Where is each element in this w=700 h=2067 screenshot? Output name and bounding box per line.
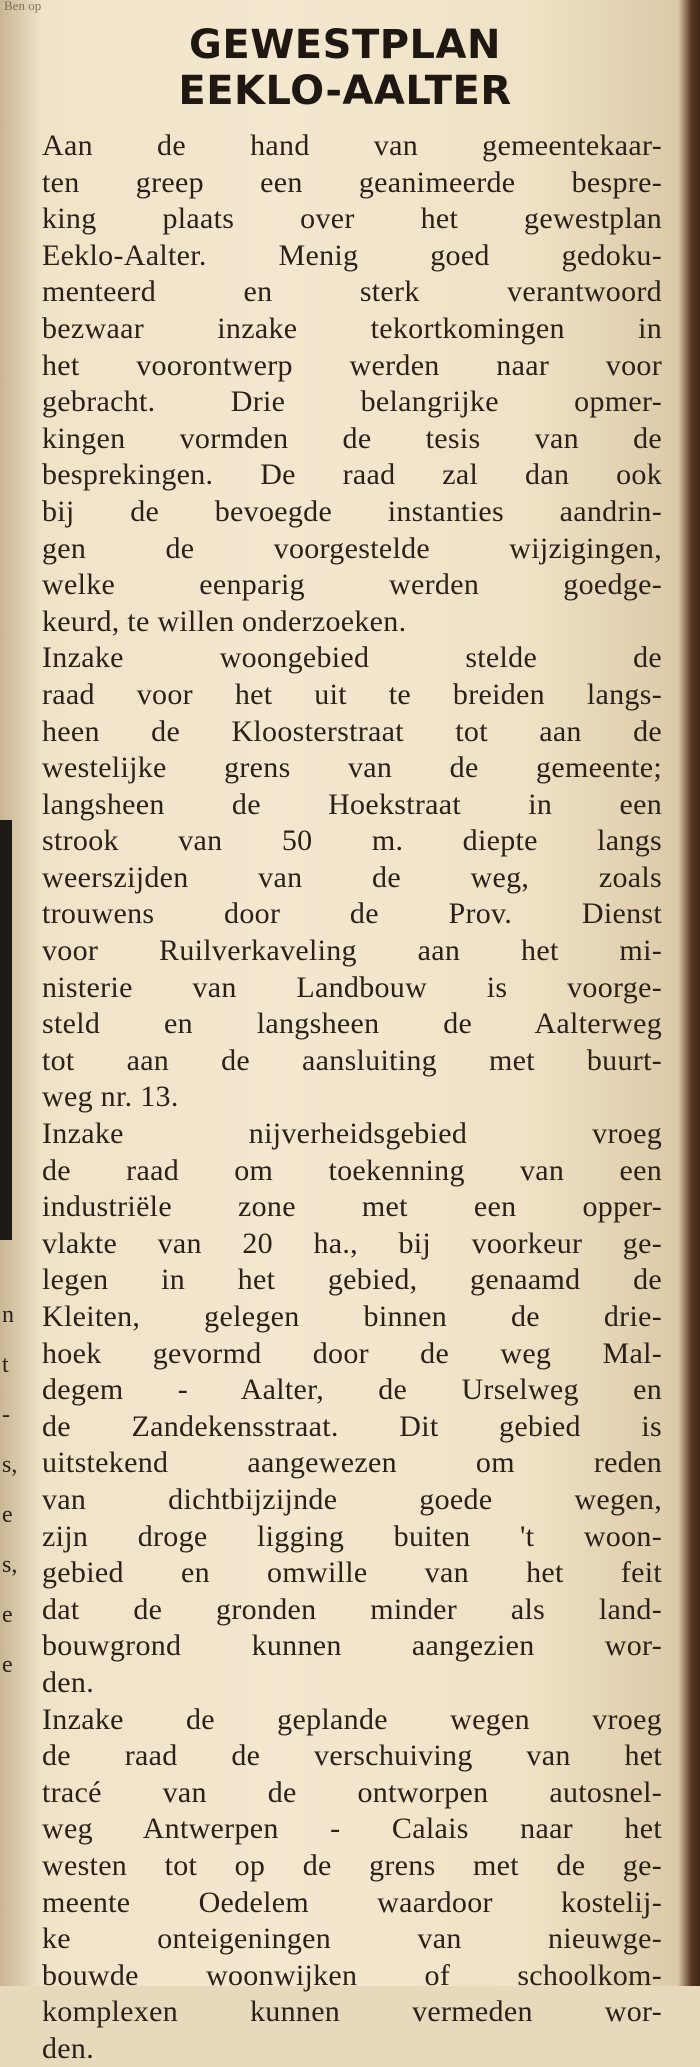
article-line: steld en langsheen de Aalterweg xyxy=(42,1007,662,1041)
article-line: Eeklo-Aalter. Menig goed gedoku- xyxy=(42,238,662,272)
margin-fragment: n xyxy=(2,1302,14,1328)
article-line: tracé van de ontworpen autosnel- xyxy=(42,1775,662,1809)
article-line: welke eenparig werden goedge- xyxy=(42,568,662,602)
margin-fragment: e xyxy=(2,1502,13,1528)
article-line: Kleiten, gelegen binnen de drie- xyxy=(42,1300,662,1333)
article-line: komplexen kunnen vermeden wor- xyxy=(42,1995,662,2029)
article-line: weg nr. 13. xyxy=(42,1080,179,1114)
article-line: hoek gevormd door de weg Mal- xyxy=(42,1336,662,1370)
headline-line-1: GEWESTPLAN xyxy=(189,22,501,68)
article-line: besprekingen. De raad zal dan ook xyxy=(42,458,662,492)
article-line: gen de voorgestelde wijzigingen, xyxy=(42,531,662,565)
article-line: tot aan de aansluiting met buurt- xyxy=(42,1043,662,1077)
article-line: gebracht. Drie belangrijke opmer- xyxy=(42,385,662,419)
article-line: keurd, te willen onderzoeken. xyxy=(42,604,407,638)
article-line: de Zandekensstraat. Dit gebied is xyxy=(42,1409,662,1443)
article-line: heen de Kloosterstraat tot aan de xyxy=(42,714,662,748)
header-fragment: Ben op xyxy=(4,0,42,13)
article-line: ke onteigeningen van nieuwge- xyxy=(42,1922,662,1956)
article-line: weg Antwerpen - Calais naar het xyxy=(42,1812,662,1846)
article-line: kingen vormden de tesis van de xyxy=(42,421,662,455)
margin-fragment: e xyxy=(2,1652,13,1678)
adjacent-column-fragments xyxy=(2,1290,16,1690)
right-edge-shadow xyxy=(678,0,700,1986)
article-line: nisterie van Landbouw is voorge- xyxy=(42,970,662,1004)
article-line: Aan de hand van gemeentekaar- xyxy=(42,129,662,162)
article-line: zijn droge ligging buiten 't woon- xyxy=(42,1519,662,1553)
article-line: raad voor het uit te breiden langs- xyxy=(42,677,662,711)
article-line: meente Oedelem waardoor kostelij- xyxy=(42,1885,662,1919)
article-line: Inzake de geplande wegen vroeg xyxy=(42,1702,662,1736)
article-line: bezwaar inzake tekortkomingen in xyxy=(42,311,662,345)
article-line: menteerd en sterk verantwoord xyxy=(42,275,662,309)
article-line: king plaats over het gewestplan xyxy=(42,202,662,236)
article-line: strook van 50 m. diepte langs xyxy=(42,824,662,858)
article-line: westelijke grens van de gemeente; xyxy=(42,751,662,785)
article-body xyxy=(42,128,662,2067)
margin-fragment: t xyxy=(2,1352,9,1378)
article-line: den. xyxy=(42,1665,95,1699)
article-line: Inzake woongebied stelde de xyxy=(42,641,662,675)
margin-fragment: - xyxy=(2,1402,10,1428)
article-line: langsheen de Hoekstraat in een xyxy=(42,787,662,821)
article-line: dat de gronden minder als land- xyxy=(42,1592,662,1626)
article-headline xyxy=(120,22,570,114)
article-line: degem - Aalter, de Urselweg en xyxy=(42,1373,662,1407)
article-line: vlakte van 20 ha., bij voorkeur ge- xyxy=(42,1226,662,1260)
article-line: het voorontwerp werden naar voor xyxy=(42,348,662,382)
article-line: den. xyxy=(42,2031,95,2065)
article-line: legen in het gebied, genaamd de xyxy=(42,1263,662,1297)
article-line: voor Ruilverkaveling aan het mi- xyxy=(42,934,662,968)
article-line: trouwens door de Prov. Dienst xyxy=(42,897,662,931)
article-line: industriële zone met een opper- xyxy=(42,1190,662,1224)
article-line: bij de bevoegde instanties aandrin- xyxy=(42,494,662,528)
article-line: weerszijden van de weg, zoals xyxy=(42,860,662,894)
article-line: van dichtbijzijnde goede wegen, xyxy=(42,1482,662,1516)
article-line: de raad de verschuiving van het xyxy=(42,1739,662,1773)
left-edge-shadow xyxy=(0,820,12,1240)
article-line: Inzake nijverheidsgebied vroeg xyxy=(42,1117,662,1151)
article-line: uitstekend aangewezen om reden xyxy=(42,1446,662,1480)
margin-fragment: e xyxy=(2,1602,13,1628)
margin-fragment: s, xyxy=(2,1452,18,1478)
article-line: de raad om toekenning van een xyxy=(42,1153,662,1187)
headline-line-2: EEKLO-AALTER xyxy=(178,68,512,114)
article-line: bouwgrond kunnen aangezien wor- xyxy=(42,1629,662,1663)
article-line: bouwde woonwijken of schoolkom- xyxy=(42,1958,662,1992)
margin-fragment: s, xyxy=(2,1552,18,1578)
article-line: ten greep een geanimeerde bespre- xyxy=(42,165,662,199)
article-line: gebied en omwille van het feit xyxy=(42,1556,662,1590)
article-line: westen tot op de grens met de ge- xyxy=(42,1848,662,1882)
